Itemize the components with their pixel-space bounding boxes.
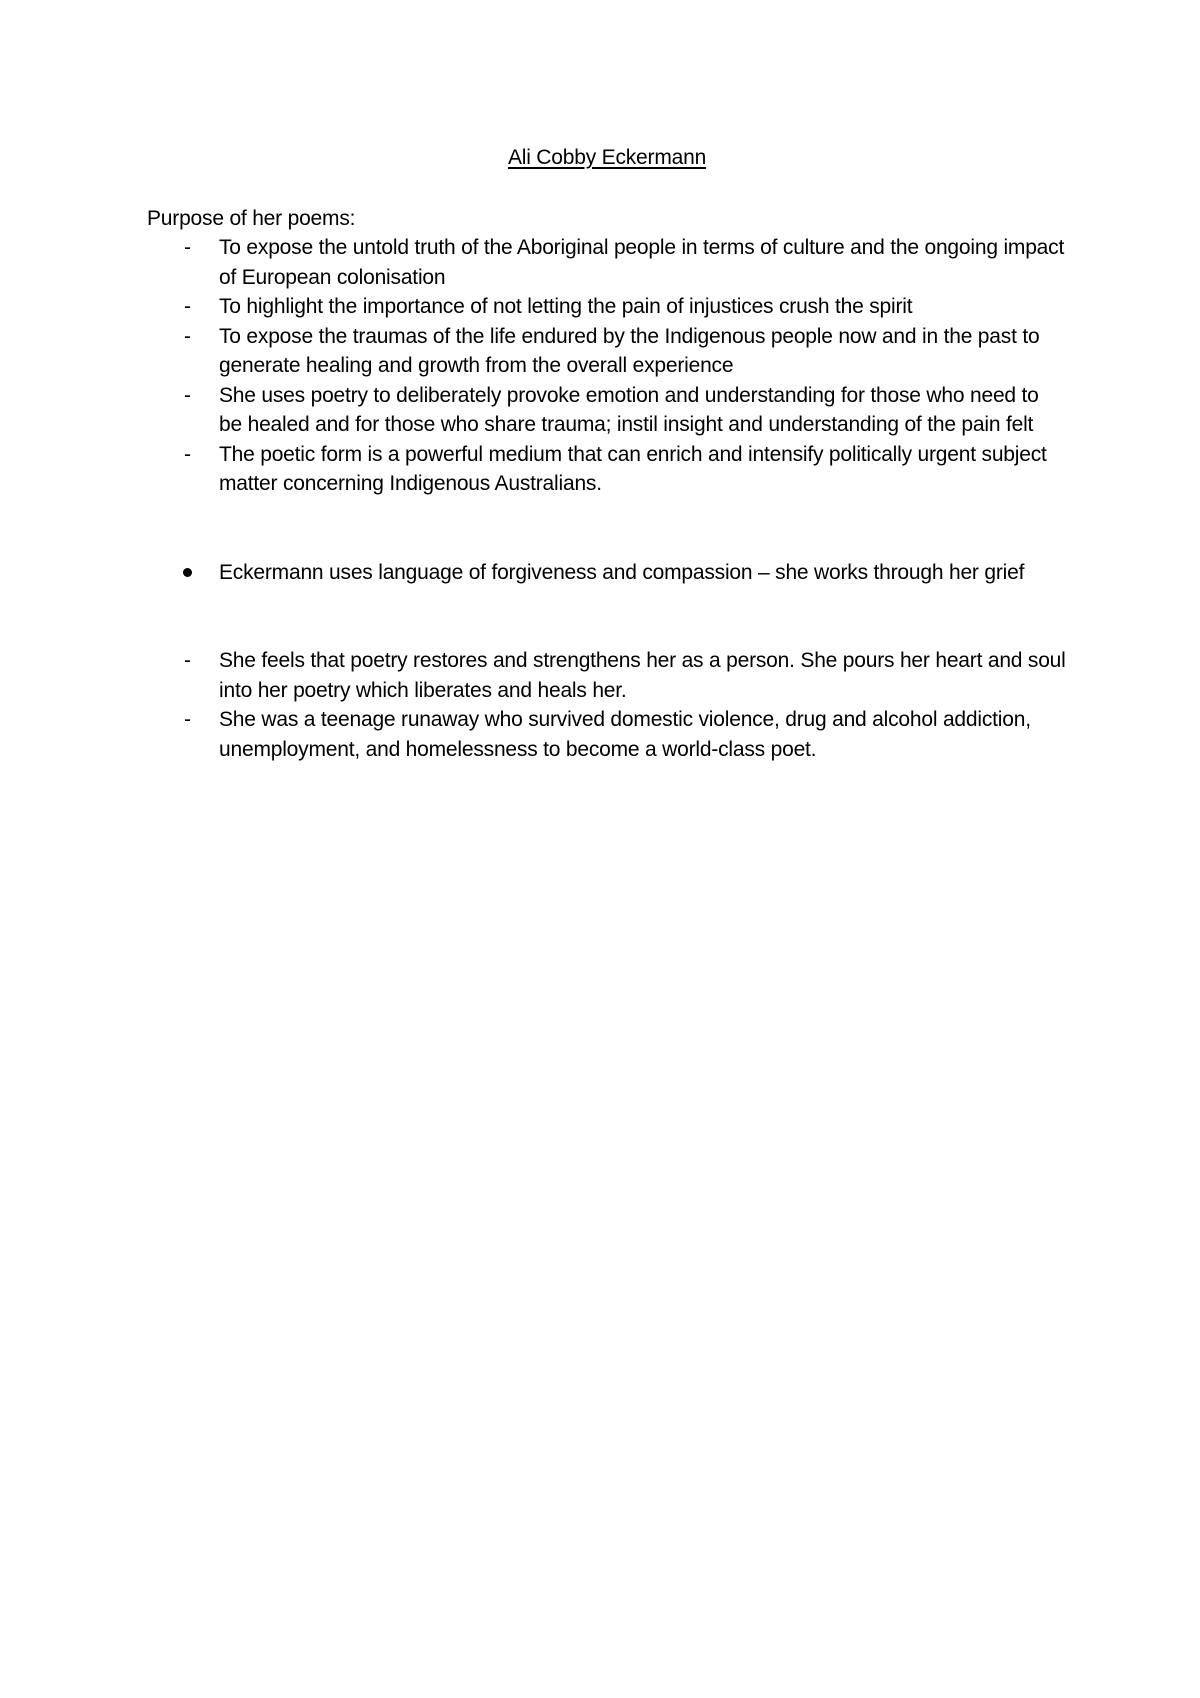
paragraph-spacer [147,499,1067,558]
list-item-text: She feels that poetry restores and strengthens her as a person. She pours her heart and soul into her poetry which liberates and heals her. [219,649,1066,702]
list-item [147,233,1067,292]
bullet-dot-icon [183,568,192,577]
list-item-text: She uses poetry to deliberately provoke emotion and understanding for those who need to be healed and for those who share trauma; instil insight and understanding of the pain felt [219,383,1039,436]
list-item-text: To expose the traumas of the life endured by the Indigenous people now and in the past to generate healing and growth from the overall experience [219,324,1040,377]
dash-marker: - [184,442,191,466]
dash-marker: - [184,295,191,318]
dash-marker: - [184,649,191,672]
list-item-text: She was a teenage runaway who survived domestic violence, drug and alcohol addiction, unemployment, and homelessness to become a world-class poet. [219,708,1031,761]
list-item-text: Eckermann uses language of forgiveness and compassion – she works through her grief [219,560,1025,584]
document-body [147,143,1067,764]
list-item [147,558,1067,588]
list-item-text: To expose the untold truth of the Aboriginal people in terms of culture and the ongoing impact of European colonisation [219,236,1065,289]
list-item [147,705,1067,764]
purpose-list [147,233,1067,499]
document-title: Ali Cobby Eckermann [507,146,707,169]
list-item-text: The poetic form is a powerful medium that can enrich and intensify politically urgent subject matter concerning Indigenous Australians. [219,442,1047,495]
dash-marker: - [184,383,191,407]
dash-marker: - [184,324,191,348]
list-item [147,322,1067,381]
list-item-text: To highlight the importance of not letting the pain of injustices crush the spirit [219,295,913,318]
list-item [147,292,1067,322]
intro-line: Purpose of her poems: [147,206,356,230]
list-item [147,381,1067,440]
biography-list [147,646,1067,764]
paragraph-spacer [147,587,1067,646]
list-item [147,440,1067,499]
dash-marker: - [184,708,191,731]
list-item [147,646,1067,705]
dash-marker: - [184,236,191,259]
bullet-list [147,558,1067,588]
